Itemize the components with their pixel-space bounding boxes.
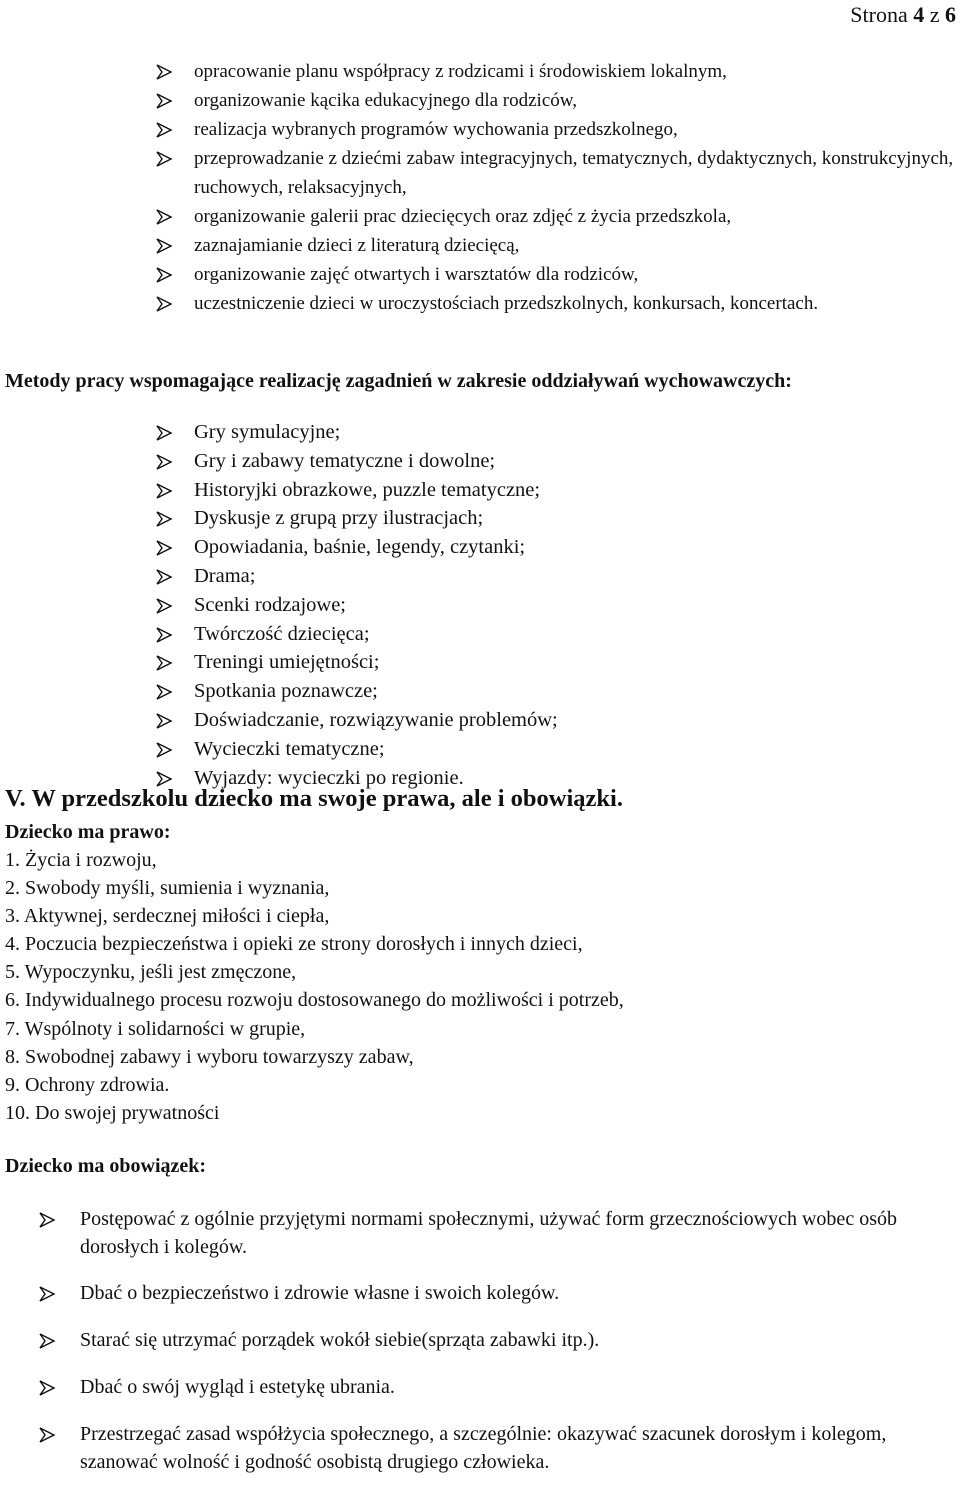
right-item: 9. Ochrony zdrowia. — [5, 1073, 170, 1096]
duties-list — [38, 1205, 958, 1494]
arrow-bullet-icon — [38, 1426, 56, 1444]
activity-item-text: organizowanie zajęć otwartych i warsztatów dla rodziców, — [194, 264, 639, 285]
activity-item — [155, 202, 955, 231]
activity-item-text: realizacja wybranych programów wychowania przedszkolnego, — [194, 119, 678, 140]
activity-item — [155, 231, 955, 260]
right-item: 10. Do swojej prywatności — [5, 1101, 220, 1124]
arrow-bullet-icon — [155, 92, 173, 110]
arrow-bullet-icon — [38, 1332, 56, 1350]
arrow-bullet-icon — [155, 208, 173, 226]
method-item-text: Historyjki obrazkowe, puzzle tematyczne; — [194, 478, 541, 501]
page-total: 6 — [945, 2, 956, 27]
method-item — [155, 677, 915, 706]
activity-item-text: organizowanie kącika edukacyjnego dla rodziców, — [194, 90, 578, 111]
page-of: z — [929, 2, 940, 27]
arrow-bullet-icon — [155, 597, 173, 615]
method-item — [155, 706, 915, 735]
arrow-bullet-icon — [155, 626, 173, 644]
activity-item-text: opracowanie planu współpracy z rodzicami i środowiskiem lokalnym, — [194, 61, 727, 82]
activity-item — [155, 289, 955, 318]
arrow-bullet-icon — [155, 539, 173, 557]
arrow-bullet-icon — [155, 568, 173, 586]
duty-item — [38, 1420, 958, 1476]
arrow-bullet-icon — [155, 510, 173, 528]
activity-item-text: przeprowadzanie z dziećmi zabaw integracyjnych, tematycznych, dydaktycznych, konstrukcyjnych, ruchowych, relaksacyjnych, — [194, 148, 954, 198]
arrow-bullet-icon — [155, 712, 173, 730]
arrow-bullet-icon — [155, 266, 173, 284]
method-item — [155, 504, 915, 533]
arrow-bullet-icon — [155, 237, 173, 255]
method-item — [155, 562, 915, 591]
activity-item — [155, 57, 955, 86]
method-item-text: Gry i zabawy tematyczne i dowolne; — [194, 449, 496, 472]
duty-item-text: Starać się utrzymać porządek wokół siebie(sprząta zabawki itp.). — [80, 1329, 600, 1351]
method-item-text: Scenki rodzajowe; — [194, 593, 346, 616]
method-item-text: Dyskusje z grupą przy ilustracjach; — [194, 507, 484, 530]
activity-item — [155, 260, 955, 289]
duty-item-text: Przestrzegać zasad współżycia społecznego, a szczególnie: okazywać szacunek dorosłym i kolegom, szanować wolność i godność osobistą drugiego człowieka. — [80, 1423, 887, 1473]
right-item: 7. Wspólnoty i solidarności w grupie, — [5, 1017, 306, 1040]
right-item: 2. Swobody myśli, sumienia i wyznania, — [5, 877, 330, 900]
method-item — [155, 447, 915, 476]
activity-item-text: organizowanie galerii prac dziecięcych oraz zdjęć z życia przedszkola, — [194, 206, 732, 227]
right-item: 5. Wypoczynku, jeśli jest zmęczone, — [5, 961, 297, 984]
page-number — [850, 2, 956, 28]
arrow-bullet-icon — [38, 1379, 56, 1397]
section-title: V. W przedszkolu dziecko ma swoje prawa, ale i obowiązki. — [5, 785, 623, 812]
method-item-text: Drama; — [194, 564, 256, 587]
duties-heading: Dziecko ma obowiązek: — [5, 1155, 207, 1177]
method-item-text: Gry symulacyjne; — [194, 421, 341, 443]
right-item: 1. Życia i rozwoju, — [5, 849, 157, 871]
right-item: 6. Indywidualnego procesu rozwoju dostosowanego do możliwości i potrzeb, — [5, 989, 624, 1012]
right-item: 4. Poczucia bezpieczeństwa i opieki ze strony dorosłych i innych dzieci, — [5, 933, 583, 956]
arrow-bullet-icon — [38, 1285, 56, 1303]
arrow-bullet-icon — [155, 482, 173, 500]
arrow-bullet-icon — [155, 654, 173, 672]
method-item-text: Twórczość dziecięca; — [194, 622, 370, 645]
duty-item — [38, 1279, 958, 1307]
right-item: 3. Aktywnej, serdecznej miłości i ciepła, — [5, 905, 330, 928]
method-item — [155, 735, 915, 764]
method-item-text: Treningi umiejętności; — [194, 651, 380, 674]
arrow-bullet-icon — [155, 121, 173, 139]
method-item-text: Doświadczanie, rozwiązywanie problemów; — [194, 708, 558, 731]
methods-list — [155, 418, 915, 792]
arrow-bullet-icon — [155, 453, 173, 471]
activity-item — [155, 86, 955, 115]
duty-item-text: Dbać o bezpieczeństwo i zdrowie własne i swoich kolegów. — [80, 1282, 560, 1304]
duty-item-text: Dbać o swój wygląd i estetykę ubrania. — [80, 1376, 395, 1398]
method-item-text: Opowiadania, baśnie, legendy, czytanki; — [194, 536, 526, 559]
method-item — [155, 476, 915, 505]
arrow-bullet-icon — [155, 424, 173, 442]
method-item-text: Wycieczki tematyczne; — [194, 737, 385, 760]
rights-list — [5, 846, 945, 1127]
rights-heading: Dziecko ma prawo: — [5, 821, 171, 843]
method-item-text: Wyjazdy: wycieczki po regionie. — [194, 766, 464, 789]
activity-item-text: uczestniczenie dzieci w uroczystościach przedszkolnych, konkursach, koncertach. — [194, 293, 819, 314]
method-item-text: Spotkania poznawcze; — [194, 680, 378, 703]
right-item: 8. Swobodnej zabawy i wyboru towarzyszy zabaw, — [5, 1045, 414, 1068]
arrow-bullet-icon — [155, 741, 173, 759]
method-item — [155, 620, 915, 649]
activity-item — [155, 144, 955, 202]
arrow-bullet-icon — [155, 295, 173, 313]
arrow-bullet-icon — [155, 150, 173, 168]
activity-item — [155, 115, 955, 144]
activity-item-text: zaznajamianie dzieci z literaturą dziecięcą, — [194, 235, 520, 256]
arrow-bullet-icon — [155, 683, 173, 701]
arrow-bullet-icon — [38, 1211, 56, 1229]
duty-item — [38, 1373, 958, 1401]
arrow-bullet-icon — [155, 63, 173, 81]
methods-heading: Metody pracy wspomagające realizację zagadnień w zakresie oddziaływań wychowawczych: — [5, 370, 792, 392]
duty-item-text: Postępować z ogólnie przyjętymi normami społecznymi, używać form grzecznościowych wobec osób dorosłych i kolegów. — [80, 1208, 897, 1258]
method-item — [155, 418, 915, 447]
duty-item — [38, 1205, 958, 1261]
method-item — [155, 591, 915, 620]
method-item — [155, 533, 915, 562]
activities-list — [155, 57, 955, 318]
method-item — [155, 648, 915, 677]
duty-item — [38, 1326, 958, 1354]
page-current: 4 — [913, 2, 925, 27]
page-label: Strona — [850, 2, 908, 27]
